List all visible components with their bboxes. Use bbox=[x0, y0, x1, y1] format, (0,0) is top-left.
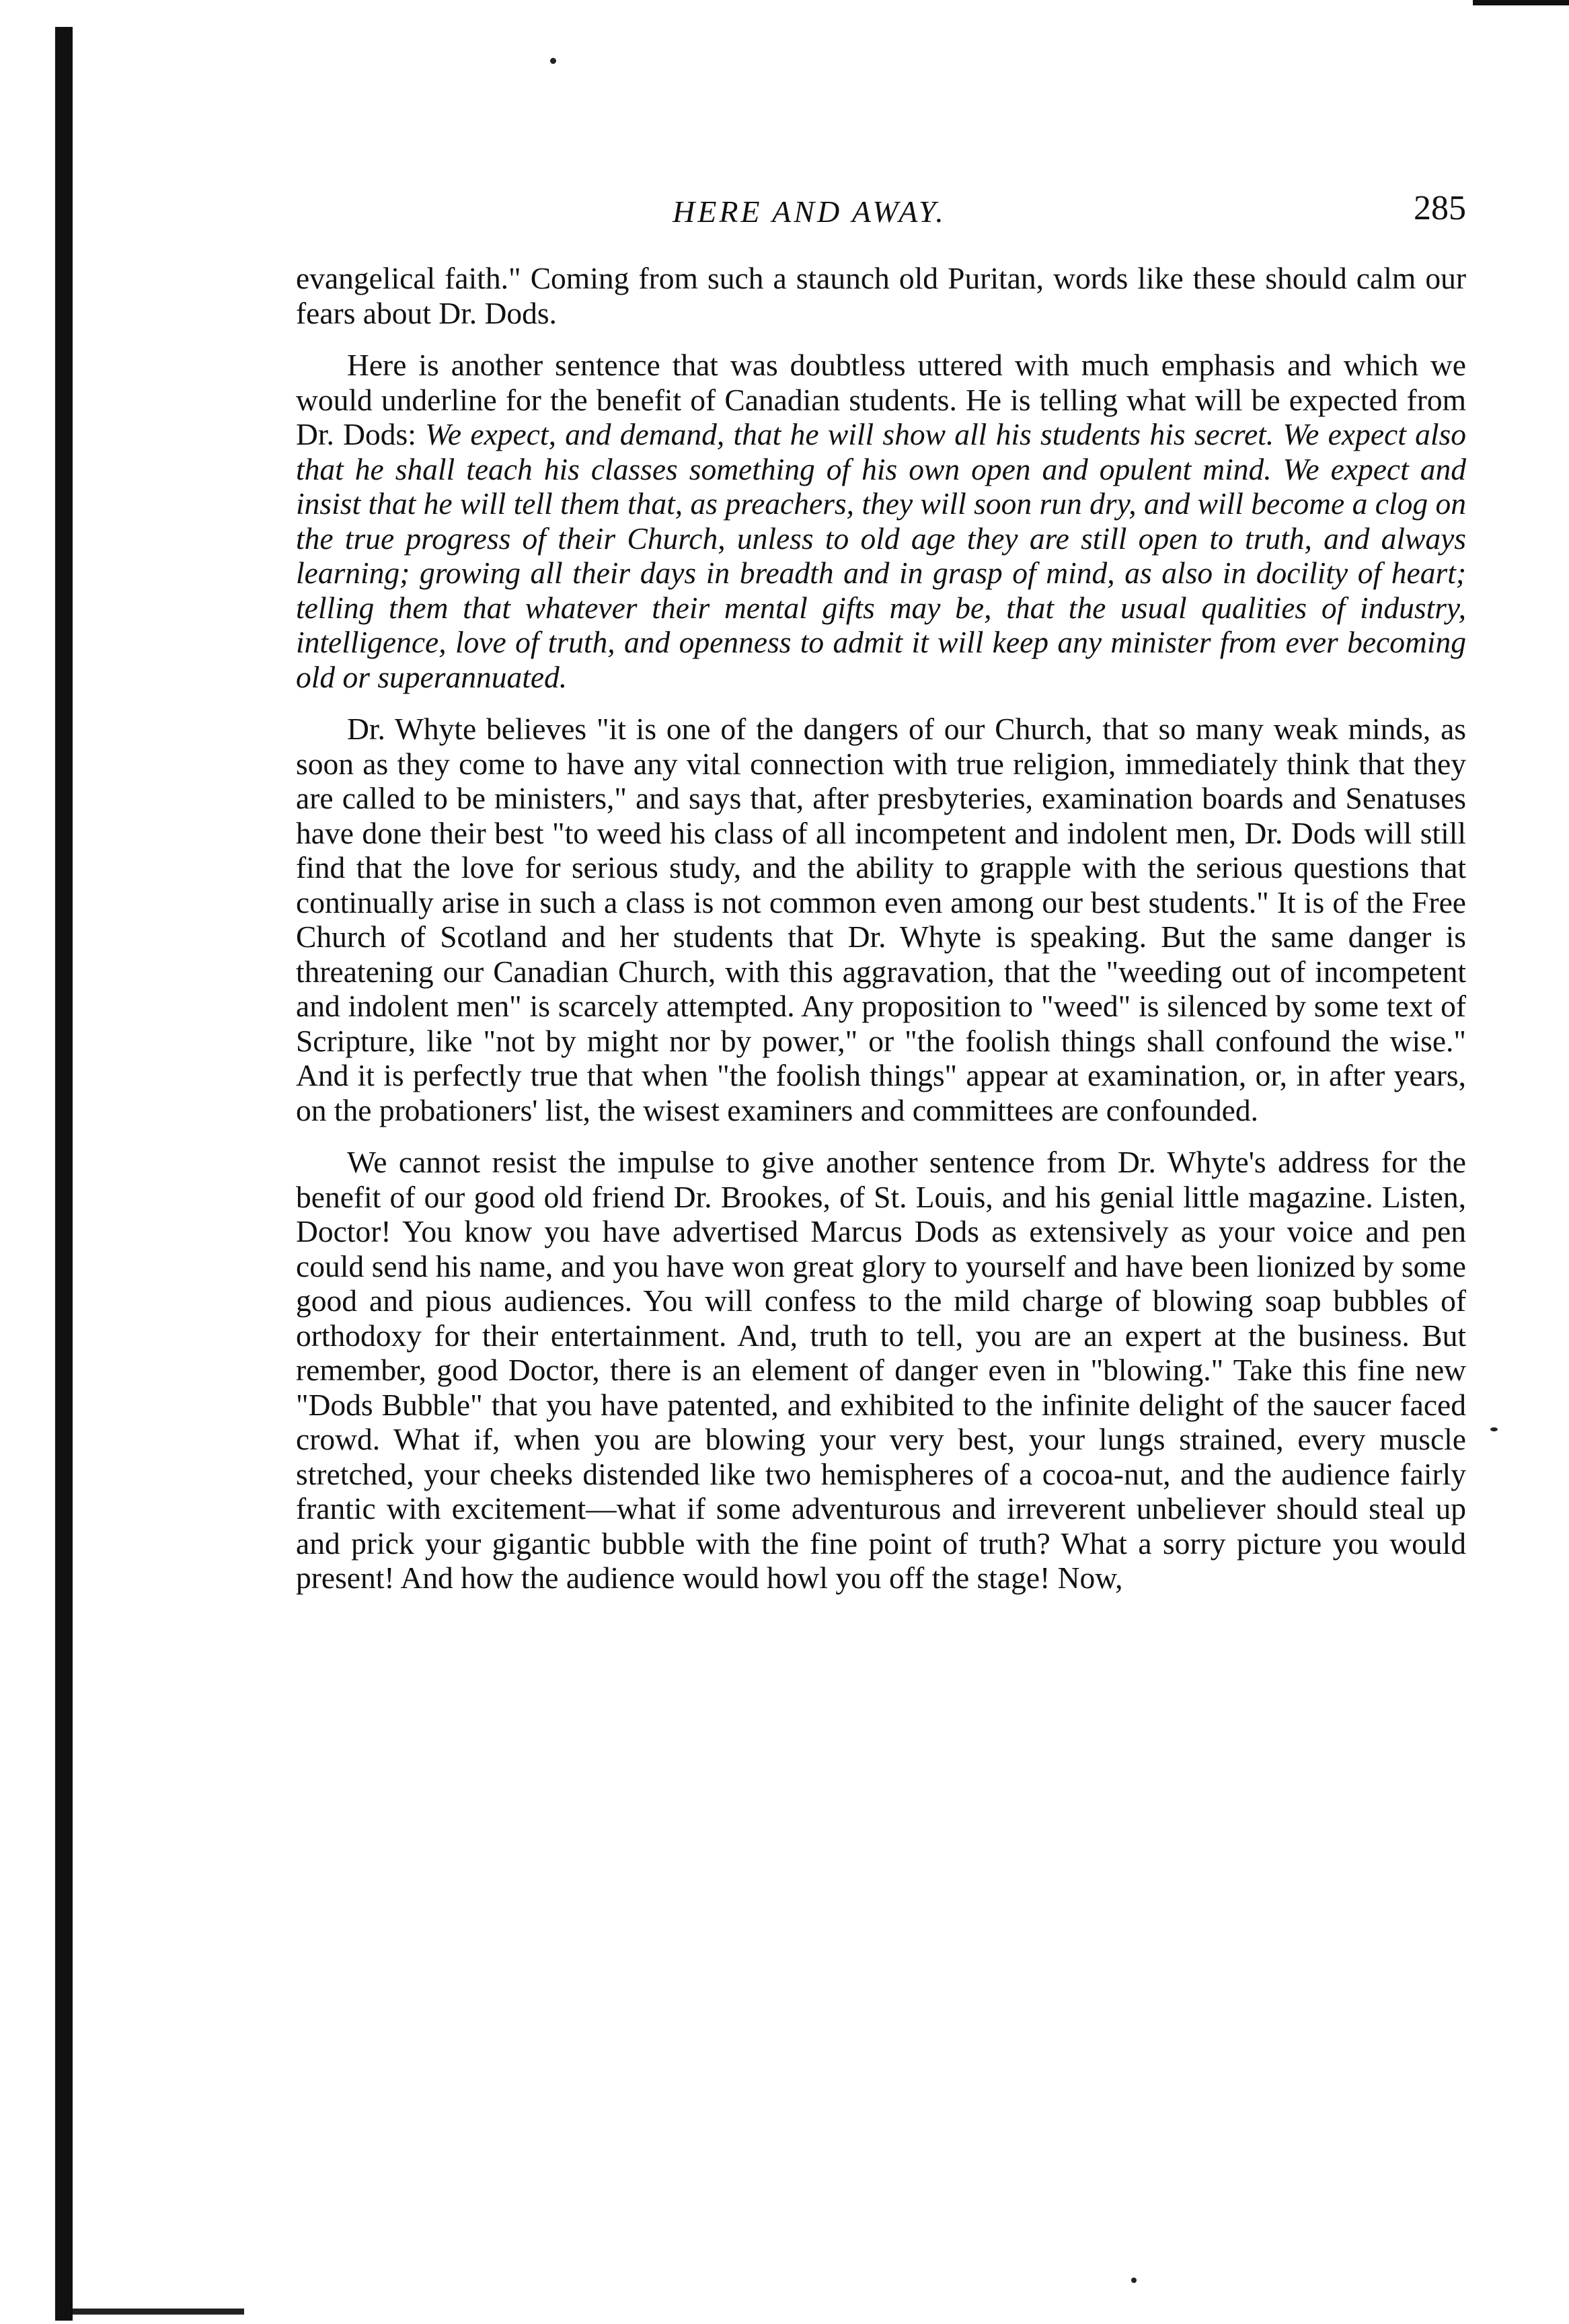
page-header bbox=[296, 188, 1466, 242]
binding-shadow-foot bbox=[73, 2309, 244, 2315]
paragraph-lead-text: Here is another sentence that was doubtless uttered with much emphasis and which we would underline for the benefit of Canadian students. He is telling what will be expected from Dr. Dods: bbox=[296, 348, 1466, 451]
scan-speck bbox=[1131, 2278, 1137, 2283]
body-text bbox=[296, 261, 1466, 1596]
paragraph-dangers: Dr. Whyte believes "it is one of the dangers of our Church, that so many weak minds, as soon as they come to have any vital connection with true religion, immediately think that they are called to be ministers," and says that, after presbyteries, examination boards and Senatuses have done their best "to weed his class of all incompetent and indolent men, Dr. Dods will still find that the love for serious study, and the ability to grapple with the serious questions that continually arise in such a class is not common even among our best students." It is of the Free Church of Scotland and her students that Dr. Whyte is speaking. But the same danger is threatening our Canadian Church, with this aggravation, that the "weeding out of incompetent and indolent men" is scarcely attempted. Any proposition to "weed" is silenced by some text of Scripture, like "not by might nor by power," or "the foolish things shall confound the wise." And it is perfectly true that when "the foolish things" appear at examination, or, in after years, on the probationers' list, the wisest examiners and committees are confounded. bbox=[296, 712, 1466, 1127]
scan-edge-mark bbox=[1473, 0, 1569, 5]
scan-speck bbox=[1490, 1427, 1498, 1431]
italic-quotation: We expect, and demand, that he will show all his students his secret. We expect also that he shall teach his classes something of his own open and opulent mind. We expect and insist that he will tell them that, as preachers, they will soon run dry, and will become a clog on the true progress of their Church, unless to old age they are still open to truth, and always learning; growing all their days in breadth and in grasp of mind, as also in docility of heart; telling them that whatever their mental gifts may be, that the usual qualities of industry, intelligence, love of truth, and openness to admit it will keep any minister from ever becoming old or superannuated. bbox=[296, 417, 1466, 694]
running-head: HERE AND AWAY. bbox=[673, 194, 946, 229]
binding-shadow bbox=[55, 27, 73, 2321]
paragraph-expectations bbox=[296, 348, 1466, 694]
page-number: 285 bbox=[1414, 189, 1466, 227]
paragraph-dods-bubble: We cannot resist the impulse to give another sentence from Dr. Whyte's address for the benefit of our good old friend Dr. Brookes, of St. Louis, and his genial little magazine. Listen, Doctor! You know you have advertised Marcus Dods as extensively as your voice and pen could send his name, and you have won great glory to yourself and have been lionized by some good and pious audiences. You will confess to the mild charge of blowing soap bubbles of orthodoxy for their entertainment. And, truth to tell, you are an expert at the business. But remember, good Doctor, there is an element of danger even in "blowing." Take this fine new "Dods Bubble" that you have patented, and exhibited to the infinite delight of the saucer faced crowd. What if, when you are blowing your very best, your lungs strained, every muscle stretched, your cheeks distended like two hemispheres of a cocoa-nut, and the audience fairly frantic with excitement—what if some adventurous and irreverent unbeliever should steal up and prick your gigantic bubble with the fine point of truth? What a sorry picture you would present! And how the audience would howl you off the stage! Now, bbox=[296, 1145, 1466, 1595]
paragraph-continuation: evangelical faith." Coming from such a staunch old Puritan, words like these should calm our fears about Dr. Dods. bbox=[296, 261, 1466, 330]
scan-speck bbox=[550, 58, 556, 64]
